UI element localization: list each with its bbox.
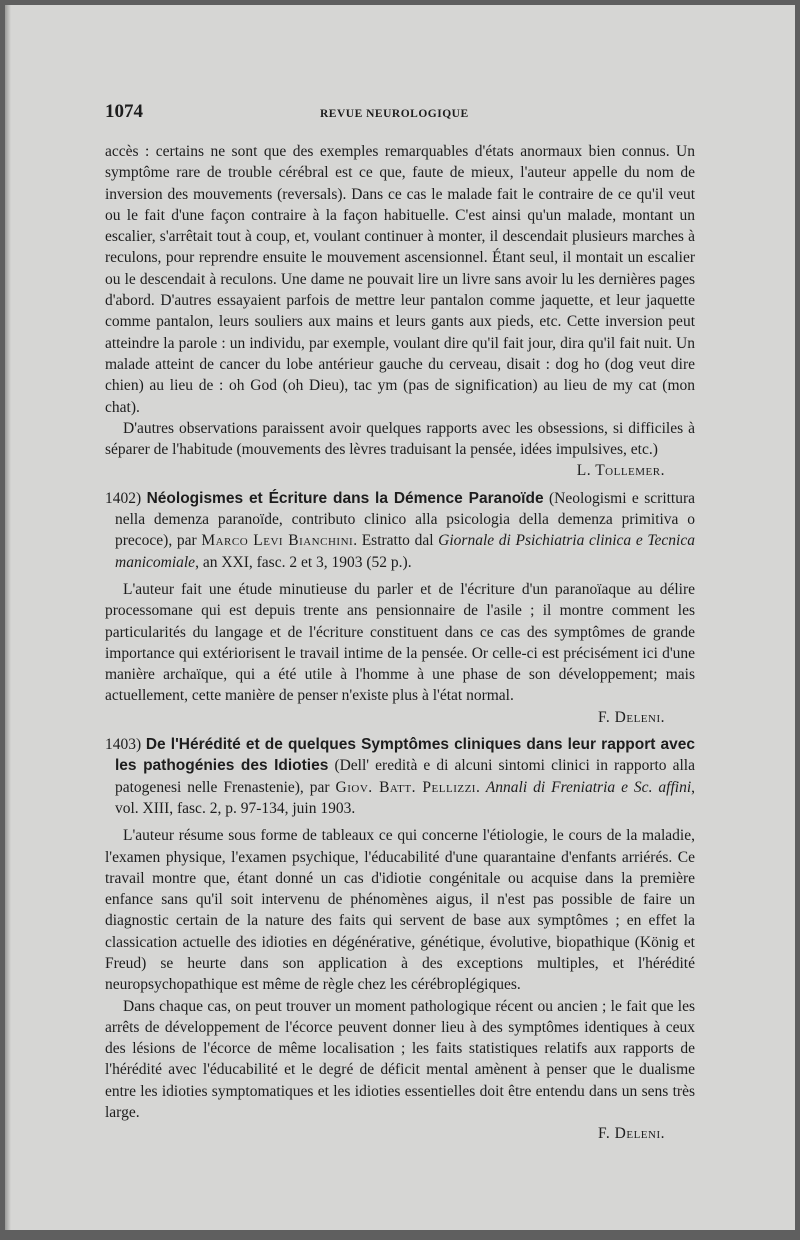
entry-journal: Giornale di Psichiatria clinica e Tecnica manicomiale [115, 532, 695, 571]
entry-1403-body: Dans chaque cas, on peut trouver un moment pathologique récent ou ancien ; le fait que les arrêts de développement de l'écorce peuvent donner lieu à des symptômes identiques à ceux des lésions de l'écorce de même localisation ; les faits statistiques relatifs aux rapports de l'hérédité avec l'éducabilité et le degré de déficit mental amènent à penser que le dualisme entre les idioties symptomatiques et les idioties essentielles doit être entendu dans un sens très large. [105, 997, 695, 1122]
signature-deleni [105, 1123, 695, 1144]
signature-text: L. Tollemer. [576, 462, 665, 480]
entry-title: De l'Hérédité et de quelques Symptômes cliniques dans leur rapport avec les pathogénies des Idioties [115, 736, 695, 775]
entry-reference: , an XXI, fasc. 2 et 3, 1903 (52 p.). [195, 553, 412, 571]
entry-reference: (Neologismi e scrittura nella demenza paranoïde, contributo clinico alla psicologia della demenza primitiva o precoce), par [115, 489, 696, 550]
entry-reference: , vol. XIII, fasc. 2, p. 97-134, juin 1903. [115, 778, 695, 817]
entry-1402-heading [105, 488, 695, 573]
signature-deleni [105, 707, 695, 728]
entry-author: Giov. Batt. Pellizzi [335, 778, 476, 796]
signature-text: F. Deleni. [598, 708, 665, 726]
signature-text: F. Deleni. [598, 1125, 665, 1143]
entry-number: 1402) [105, 489, 142, 507]
entry-1403-heading [105, 734, 695, 819]
page-number: 1074 [105, 101, 143, 122]
paragraph-obsessions: D'autres observations paraissent avoir quelques rapports avec les obsessions, si difficiles à séparer de l'habitude (mouvements des lèvres traduisant la pensée, idées impulsives, etc.) [105, 419, 695, 459]
signature-tollemer [105, 460, 695, 481]
entry-reference: . Estratto dal [353, 532, 439, 550]
page-edge-shadow [5, 5, 11, 1230]
entry-journal: Annali di Freniatria e Sc. affini [485, 778, 692, 796]
journal-title: REVUE NEUROLOGIQUE [320, 108, 469, 120]
running-head [105, 101, 695, 123]
entry-author: Marco Levi Bianchini [201, 532, 354, 550]
entry-number: 1403) [105, 736, 142, 754]
scanned-page [5, 5, 795, 1230]
paragraph-continuation: accès : certains ne sont que des exemples remarquables d'états anormaux bien connus. Un symptôme rare de trouble cérébral est ce que, faute de mieux, l'auteur appelle du nom de inversion des mouvements (reversals). Dans ce cas le malade fait le contraire de ce qu'il veut ou le fait d'une façon contraire à la façon habituelle. C'est ainsi qu'un malade, montant un escalier, s'arrêtait tout à coup, et, voulant continuer à monter, il descendait plusieurs marches à reculons, pour reprendre ensuite le mouvement ascensionnel. Étant seul, il montait un escalier ou le descendait à reculons. Une dame ne pouvait lire un livre sans avoir lu les dernières pages d'abord. D'autres essayaient parfois de mettre leur pantalon comme jaquette, et leur jaquette comme pantalon, leurs souliers aux mains et leurs gants aux pieds, etc. Cette inversion peut atteindre la parole : un individu, par exemple, voulant dire qu'il fait jour, dira qu'il fait nuit. Un malade atteint de cancer du lobe antérieur gauche du cerveau, disait : dog ho (dog veut dire chien) au lieu de : oh God (oh Dieu), tac ym (pas de signification) au lieu de my cat (mon chat). [105, 143, 695, 416]
entry-1403-body: L'auteur résume sous forme de tableaux ce qui concerne l'étiologie, le cours de la maladie, l'examen physique, l'examen psychique, l'éducabilité d'une quarantaine d'enfants arriérés. Ce travail montre que, étant donné un cas d'idiotie congénitale ou acquise dans la première enfance sans qu'il soit intervenu de phénomènes aigus, il n'est pas possible de faire un diagnostic certain de la nature des faits qui servent de base aux symptômes ; en effet la classication actuelle des idioties en dégénérative, génétique, évolutive, biopathique (König et Freud) se heurte dans son application à des exceptions multiples, et l'hérédité neuropsychopathique est même de règle chez les cérébroplégiques. [105, 827, 695, 994]
entry-title: Néologismes et Écriture dans la Démence Paranoïde [146, 489, 544, 507]
entry-1402-body: L'auteur fait une étude minutieuse du parler et de l'écriture d'un paranoïaque au délire processomane qui est depuis trente ans pensionnaire de l'asile ; il montre comment les particularités du langage et de l'écriture constituent dans ce cas des symptômes de grande importance qui extériorisent le travail intime de la pensée. Or celle-ci est précisément ici d'une manière archaïque, qui a été utile à l'homme à une phase de son développement; mais actuellement, cette manière de penser n'existe plus à l'état normal. [105, 580, 695, 705]
entry-reference: (Dell' eredità e di alcuni sintomi clinici in rapporto alla patogenesi nelle Frenastenie), par [115, 757, 695, 796]
entry-reference: . [475, 778, 486, 796]
